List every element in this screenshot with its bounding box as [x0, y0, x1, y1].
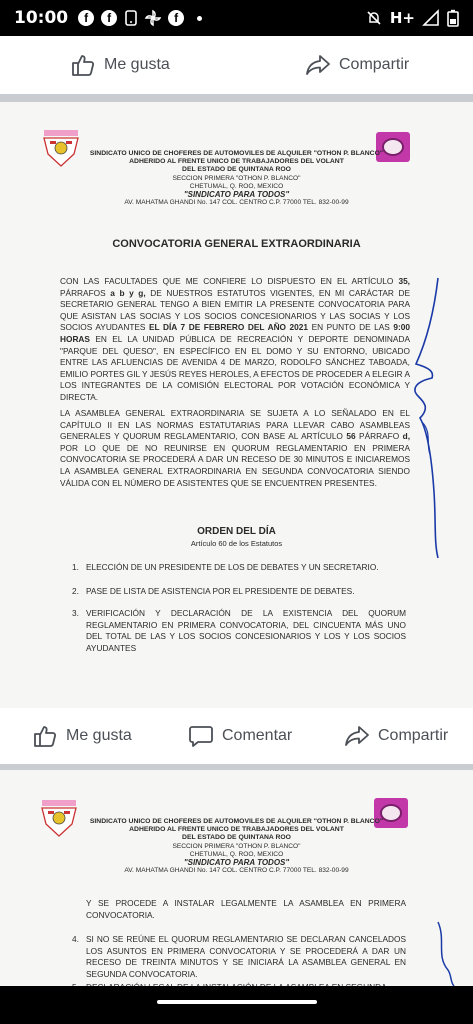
header-line: SINDICATO UNICO DE CHOFERES DE AUTOMOVILES DE ALQUILER "OTHON P. BLANCO": [89, 818, 384, 825]
header-motto: "SINDICATO PARA TODOS": [183, 190, 290, 200]
document-image-1[interactable]: [0, 102, 473, 710]
share-arrow-icon: [344, 723, 370, 749]
network-type: H+: [389, 9, 415, 27]
document-image-2[interactable]: [0, 770, 473, 986]
agenda-item: 4. SI NO SE REÚNE EL QUORUM REGLAMENTARIO SE DECLARAN CANCELADOS LOS ASUNTOS EN PRIMERA CONVOCATORIA Y SE PROCEDERÁ A DAR UN RECESO DE TREINTA MINUTOS Y SE INICIARÁ LA ASAMBLEA GENERAL EN SEGUNDA CONVOCATORIA.: [72, 934, 406, 979]
letterhead: [0, 818, 473, 875]
paragraph-1: CON LAS FACULTADES QUE ME CONFIERE LO DISPUESTO EN EL ARTÍCULO 35, PÁRRAFOS a b y g, DE NUESTROS ESTATUTOS VIGENTES, EN MI CARÁCTAR DE SECRETARIO GENERAL TENGO A BIEN EMITIR LA PRESENTE CONVOCATORIA PARA QUE ASISTAN LAS SOCIAS Y LOS SOCIOS CONCESIONARIOS Y LAS SOCIAS Y LOS SOCIOS AYUDANTES EL DÍA 7 DE FEBRERO DEL AÑO 2021 EN PUNTO DE LAS 9:00 HORAS EN EL LA UNIDAD PÚBLICA DE RECREACIÓN Y DEPORTE DENOMINADA "PARQUE DEL QUESO", EN ESPECÍFICO EN EL DOMO Y SU ENTORNO, UBICADO ENTRE LAS AFLUENCIAS DE AVENIDA 4 DE MARZO, RODOLFO SÁNCHEZ TABOADA, EMILIO PORTES GIL Y JESÚS REYES HEROLES, A EFECTOS DE PROCEDER A ELEGIR A LOS INTEGRANTES DE LA COMISIÓN ELECTORAL POR VOTACIÓN ECONÓMICA Y DIRECTA.: [60, 276, 410, 402]
thumbs-up-icon: [70, 52, 96, 78]
header-line: CHETUMAL, Q. ROO, MEXICO: [189, 182, 284, 190]
signal-icon: [423, 10, 439, 26]
signature-mark: [404, 272, 444, 562]
paragraph-2: LA ASAMBLEA GENERAL EXTRAORDINARIA SE SUJETA A LO SEÑALADO EN EL CAPÍTULO II EN LAS NORMAS ESTATUTARIAS PARA LLEVAR CABO ASAMBLEAS GENERALES Y QUORUM REGLAMENTARIO, CON BASE AL ARTÍCULO 56 PÁRRAFO d, POR LO QUE DE NO REUNIRSE EN QUORUM REGLAMENTARIO EN PRIMERA CONVOCATORIA SE PROCEDERÁ A DAR UN RECESO DE 30 MINUTOS E INICIAREMOS LA ASAMBLEA GENERAL EXTRAORDINARIA EN SEGUNDA CONVOCATORIA SIENDO VÁLIDA CON EL NÚMERO DE ASISTENTES QUE SE ENCUENTREN PRESENTES.: [60, 408, 410, 488]
facebook-notification-icon: f: [168, 10, 184, 26]
header-line: CHETUMAL, Q. ROO, MEXICO: [189, 850, 284, 858]
share-label: Compartir: [378, 727, 449, 744]
share-button[interactable]: [344, 723, 448, 749]
mute-icon: [366, 10, 382, 26]
comment-bubble-icon: [188, 723, 214, 749]
doc-title: CONVOCATORIA GENERAL EXTRAORDINARIA: [112, 238, 361, 250]
facebook-notification-icon: f: [78, 10, 94, 26]
letterhead: [0, 150, 473, 207]
status-time: 10:00: [14, 8, 69, 28]
phone-icon: [124, 10, 138, 26]
orden-heading: ORDEN DEL DÍA: [197, 526, 276, 537]
pinwheel-icon: [145, 10, 161, 26]
header-motto: "SINDICATO PARA TODOS": [183, 858, 290, 868]
agenda-item-continuation: Y SE PROCEDE A INSTALAR LEGALMENTE LA ASAMBLEA EN PRIMERA CONVOCATORIA.: [86, 898, 406, 920]
orden-subheading: Artículo 60 de los Estatutos: [190, 539, 283, 548]
system-nav-bar: [0, 986, 473, 1024]
agenda-item: 3. VERIFICACIÓN Y DECLARACIÓN DE LA EXISTENCIA DEL QUORUM REGLAMENTARIO EN PRIMERA CONVOCATORIA, DEL CINCUENTA MÁS UNO DEL TOTAL DE LAS Y LOS SOCIOS CONCESIONARIOS Y LOS Y LOS SOCIOS AYUDANTES: [72, 608, 406, 653]
status-bar: [0, 0, 473, 36]
header-line: SINDICATO UNICO DE CHOFERES DE AUTOMOVILES DE ALQUILER "OTHON P. BLANCO": [89, 150, 384, 157]
header-line: SECCION PRIMERA "OTHON P. BLANCO": [172, 842, 301, 850]
agenda-item: 1. ELECCIÓN DE UN PRESIDENTE DE LOS DE DEBATES Y UN SECRETARIO.: [72, 562, 379, 572]
like-button[interactable]: [32, 723, 132, 749]
comment-button[interactable]: [188, 723, 292, 749]
more-dot-icon: [197, 16, 202, 21]
post-action-bar: [0, 36, 473, 94]
post-action-bar: [0, 708, 473, 764]
separator: [0, 94, 473, 102]
battery-icon: [447, 9, 459, 27]
comment-label: Comentar: [222, 727, 293, 744]
like-label: Me gusta: [66, 727, 132, 744]
header-line: DEL ESTADO DE QUINTANA ROO: [182, 834, 291, 842]
header-address: AV. MAHATMA GHANDI No. 147 COL. CENTRO C.P. 77000 TEL. 832-00-99: [124, 199, 349, 207]
header-address: AV. MAHATMA GHANDI No. 147 COL. CENTRO C.P. 77000 TEL. 832-00-99: [124, 867, 349, 875]
header-line: SECCION PRIMERA "OTHON P. BLANCO": [172, 174, 301, 182]
home-gesture-handle[interactable]: [157, 1000, 317, 1004]
header-line: DEL ESTADO DE QUINTANA ROO: [182, 166, 291, 174]
signature-mark: [428, 920, 458, 986]
header-line: ADHERIDO AL FRENTE UNICO DE TRABAJADORES DEL VOLANT: [129, 826, 344, 834]
notification-icons: [78, 10, 202, 26]
share-arrow-icon: [305, 52, 331, 78]
share-button[interactable]: [305, 52, 409, 78]
header-line: ADHERIDO AL FRENTE UNICO DE TRABAJADORES DEL VOLANT: [129, 158, 344, 166]
like-label: Me gusta: [104, 56, 170, 73]
facebook-notification-icon: f: [101, 10, 117, 26]
like-button[interactable]: [70, 52, 170, 78]
thumbs-up-icon: [32, 723, 58, 749]
agenda-item: 2. PASE DE LISTA DE ASISTENCIA POR EL PRESIDENTE DE DEBATES.: [72, 586, 355, 596]
share-label: Compartir: [339, 56, 410, 73]
